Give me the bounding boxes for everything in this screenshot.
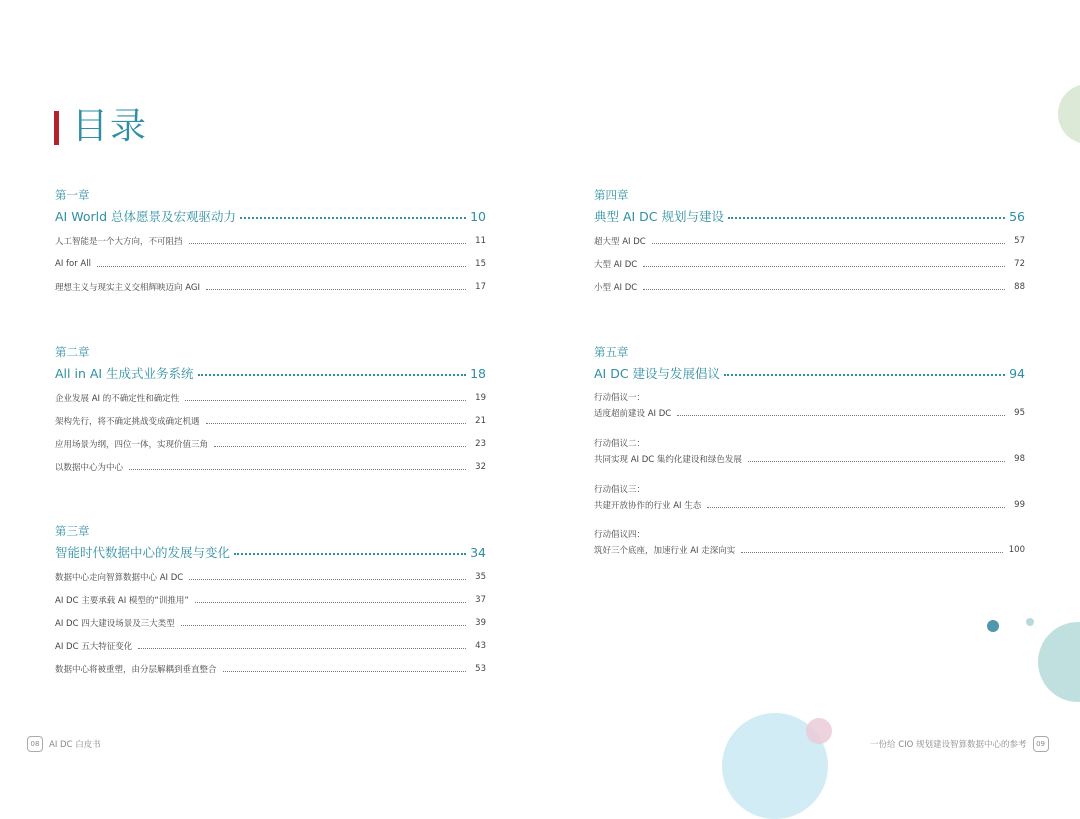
- entry-page-number: 53: [475, 664, 486, 674]
- chapter-title: 典型 AI DC 规划与建设: [594, 209, 725, 224]
- chapter-page-number: 94: [1009, 365, 1025, 381]
- chapter-title-row[interactable]: [55, 205, 486, 227]
- footer-left: [27, 736, 101, 752]
- dot-leader: [129, 469, 466, 470]
- page-title: 目录: [72, 106, 149, 147]
- entry-page-number: 72: [1014, 259, 1025, 269]
- chapter-2[interactable]: [55, 345, 486, 384]
- decorative-circle-pink: [806, 718, 832, 744]
- dot-leader: [189, 243, 466, 244]
- chapter-title: All in AI 生成式业务系统: [55, 366, 194, 381]
- dot-leader: [223, 671, 466, 672]
- dot-leader: [643, 266, 1005, 267]
- entry-title: 应用场景为纲，四位一体，实现价值三角: [55, 440, 209, 450]
- entry-title: 理想主义与现实主义交相辉映迈向 AGI: [55, 283, 200, 293]
- toc-entry[interactable]: [594, 484, 1025, 512]
- entry-page-number: 98: [1014, 454, 1025, 464]
- entry-page-number: 15: [475, 259, 486, 269]
- decorative-circle-bottom-right: [1038, 622, 1080, 702]
- toc-entry[interactable]: [55, 593, 486, 607]
- entry-subheading: 行动倡议四：: [594, 530, 646, 540]
- entry-subheading: 行动倡议三：: [594, 485, 646, 495]
- toc-entry[interactable]: [55, 616, 486, 630]
- toc-entry[interactable]: [55, 639, 486, 653]
- toc-entry[interactable]: [594, 438, 1025, 466]
- chapter-title-row[interactable]: [55, 541, 486, 563]
- chapter-title: AI DC 建设与发展倡议: [594, 366, 721, 381]
- chapter-3[interactable]: [55, 524, 486, 563]
- dot-leader: [724, 374, 1005, 376]
- chapter-title: AI World 总体愿景及宏观驱动力: [55, 209, 237, 224]
- toc-entry[interactable]: [55, 437, 486, 451]
- chapter-page-number: 34: [470, 544, 486, 560]
- footer-text: AI DC 白皮书: [49, 740, 101, 750]
- entry-title: 小型 AI DC: [594, 283, 638, 293]
- toc-left-column: [55, 188, 486, 688]
- entry-title: 以数据中心为中心: [55, 463, 124, 473]
- entry-page-number: 11: [475, 236, 486, 246]
- toc-entry[interactable]: [55, 391, 486, 405]
- chapter-1[interactable]: [55, 188, 486, 227]
- entry-title: 适度超前建设 AI DC: [594, 409, 672, 419]
- entry-page-number: 95: [1014, 408, 1025, 418]
- dot-leader: [185, 400, 466, 401]
- dot-leader: [748, 461, 1005, 462]
- entry-page-number: 17: [475, 282, 486, 292]
- entry-title: 数据中心将被重塑，由分层解耦到垂直整合: [55, 665, 217, 675]
- entry-page-number: 32: [475, 462, 486, 472]
- entry-title: 超大型 AI DC: [594, 237, 646, 247]
- dot-leader: [741, 552, 1003, 553]
- dot-leader: [206, 423, 466, 424]
- entry-page-number: 37: [475, 595, 486, 605]
- chapter-page-number: 18: [470, 365, 486, 381]
- toc-entry[interactable]: [55, 570, 486, 584]
- entry-title: 共同实现 AI DC 集约化建设和绿色发展: [594, 455, 742, 465]
- toc-entry[interactable]: [55, 414, 486, 428]
- entry-title: 企业发展 AI 的不确定性和确定性: [55, 394, 180, 404]
- entry-title: 架构先行，将不确定挑战变成确定机遇: [55, 417, 200, 427]
- dot-leader: [643, 289, 1005, 290]
- entry-title: AI DC 四大建设场景及三大类型: [55, 619, 175, 629]
- dot-leader: [181, 625, 466, 626]
- toc-entry[interactable]: [55, 662, 486, 676]
- chapter-title-row[interactable]: [594, 362, 1025, 384]
- entry-title: 数据中心走向智算数据中心 AI DC: [55, 573, 184, 583]
- chapter-label: 第三章: [55, 524, 90, 538]
- dot-leader: [206, 289, 466, 290]
- chapter-label: 第四章: [594, 188, 629, 202]
- chapter-page-number: 10: [470, 208, 486, 224]
- entry-title: AI DC 五大特征变化: [55, 642, 133, 652]
- decorative-dot-light: [1026, 618, 1034, 626]
- toc-right-column: [594, 188, 1025, 568]
- toc-entry[interactable]: [55, 234, 486, 248]
- page-number-badge: 08: [27, 736, 43, 752]
- entry-title: AI DC 主要承载 AI 模型的“训推用”: [55, 596, 189, 606]
- toc-entry[interactable]: [594, 257, 1025, 271]
- dot-leader: [138, 648, 466, 649]
- entry-page-number: 99: [1014, 500, 1025, 510]
- dot-leader: [728, 217, 1005, 219]
- chapter-5[interactable]: [594, 345, 1025, 384]
- entry-page-number: 43: [475, 641, 486, 651]
- entry-title: 大型 AI DC: [594, 260, 638, 270]
- entry-title: 共建开放协作的行业 AI 生态: [594, 501, 702, 511]
- toc-entry[interactable]: [594, 234, 1025, 248]
- chapter-page-number: 56: [1009, 208, 1025, 224]
- chapter-label: 第一章: [55, 188, 90, 202]
- entry-title: AI for All: [55, 259, 91, 269]
- entry-title: 人工智能是一个大方向，不可阻挡: [55, 237, 183, 247]
- entry-page-number: 57: [1014, 236, 1025, 246]
- dot-leader: [234, 553, 466, 555]
- entry-page-number: 19: [475, 393, 486, 403]
- dot-leader: [198, 374, 467, 376]
- entry-page-number: 39: [475, 618, 486, 628]
- footer-right: [870, 736, 1049, 752]
- dot-leader: [214, 446, 466, 447]
- toc-entry[interactable]: [55, 257, 486, 271]
- dot-leader: [677, 415, 1005, 416]
- chapter-4[interactable]: [594, 188, 1025, 227]
- dot-leader: [189, 579, 466, 580]
- entry-page-number: 100: [1008, 545, 1025, 555]
- chapter-title-row[interactable]: [594, 205, 1025, 227]
- dot-leader: [195, 602, 466, 603]
- toc-entry[interactable]: [55, 460, 486, 474]
- footer-text: 一份给 CIO 规划建设智算数据中心的参考: [870, 740, 1027, 750]
- chapter-label: 第五章: [594, 345, 629, 359]
- entry-subheading: 行动倡议一：: [594, 393, 646, 403]
- entry-title: 筑好三个底座，加速行业 AI 走深向实: [594, 546, 736, 556]
- decorative-dot-teal: [987, 620, 999, 632]
- dot-leader: [240, 217, 466, 219]
- entry-page-number: 21: [475, 416, 486, 426]
- chapter-title-row[interactable]: [55, 362, 486, 384]
- entry-subheading: 行动倡议二：: [594, 439, 646, 449]
- toc-entry[interactable]: [594, 280, 1025, 294]
- entry-page-number: 35: [475, 572, 486, 582]
- entry-page-number: 23: [475, 439, 486, 449]
- toc-entry[interactable]: [594, 529, 1025, 557]
- dot-leader: [707, 507, 1005, 508]
- toc-entry[interactable]: [55, 280, 486, 294]
- chapter-label: 第二章: [55, 345, 90, 359]
- chapter-title: 智能时代数据中心的发展与变化: [55, 545, 231, 560]
- entry-page-number: 88: [1014, 282, 1025, 292]
- title-accent-bar: [54, 111, 59, 145]
- toc-entry[interactable]: [594, 392, 1025, 420]
- dot-leader: [97, 266, 466, 267]
- dot-leader: [652, 243, 1005, 244]
- page-number-badge: 09: [1033, 736, 1049, 752]
- decorative-circle-top-right: [1058, 84, 1080, 144]
